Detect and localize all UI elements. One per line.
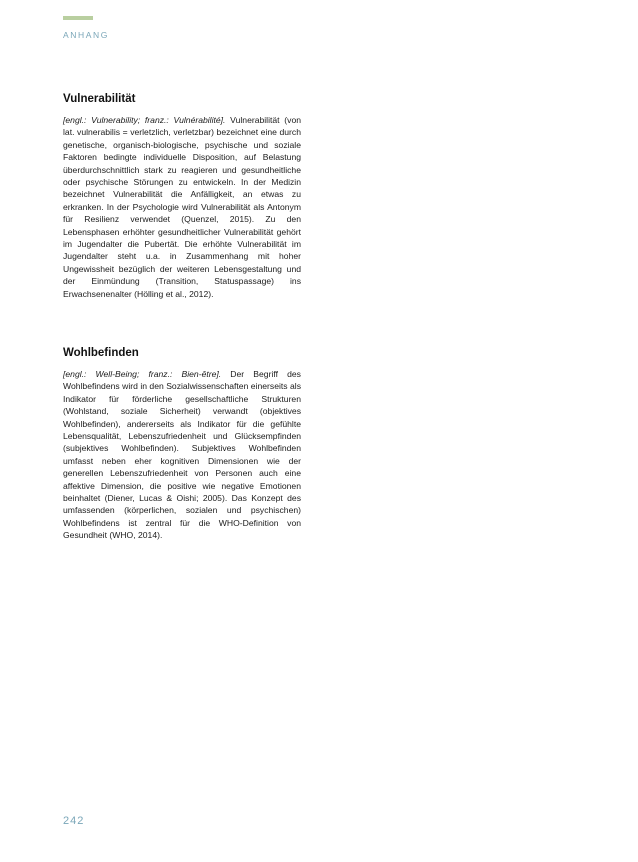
section-label: ANHANG — [63, 30, 109, 40]
glossary-entry-vulnerabilitaet — [63, 93, 301, 300]
glossary-entry-wohlbefinden — [63, 347, 301, 542]
page-number: 242 — [63, 815, 85, 827]
entry-text: Der Begriff des Wohlbefindens wird in den Sozialwissenschaften einerseits als Indikator für förderliche gesellschaftliche Strukturen (Wohlstand, soziale Sicherheit) verwandt (objektives Wohlbefinden), andererseits als Indikator für die gefühlte Lebensqualität, Lebenszufriedenheit und Glücksempfinden (subjektives Wohlbefinden). Subjektives Wohlbefinden umfasst neben eher kognitiven Dimensionen wie der generellen Lebenszufriedenheit von Personen auch eine affektive Dimension, die positive wie negative Emotionen beinhaltet (Diener, Lucas & Oishi; 2005). Das Konzept des umfassenden (körperlichen, sozialen und psychischen) Wohlbefindens ist zentral für die WHO-Definition von Gesundheit (WHO, 2014). — [63, 369, 301, 541]
header-accent-bar — [63, 16, 93, 20]
entry-origin: [engl.: Well-Being; franz.: Bien-être]. — [63, 369, 222, 379]
entry-origin: [engl.: Vulnerability; franz.: Vulnérabilité]. — [63, 115, 226, 125]
entry-definition — [63, 368, 301, 542]
entry-definition — [63, 114, 301, 300]
entry-term: Vulnerabilität — [63, 93, 136, 105]
entry-term: Wohlbefinden — [63, 347, 139, 359]
entry-text: Vulnerabilität (von lat. vulnerabilis = verletzlich, verletzbar) bezeichnet eine durch genetische, organisch-biologische, psychische und soziale Faktoren bedingte individuelle Disposition, auf Belastung überdurchschnittlich stark zu reagieren und gesundheitliche oder psychische Störungen zu entwickeln. In der Medizin bezeichnet Vulnerabilität die Anfälligkeit, an etwas zu erkranken. In der Psychologie wird Vulnerabilität als Antonym für Resilienz verwendet (Quenzel, 2015). Zu den Lebensphasen erhöhter gesundheitlicher Vulnerabilität gehört im Jugendalter die Pubertät. Die erhöhte Vulnerabilität im Jugendalter steht u.a. in Zusammenhang mit hoher Ungewissheit bezüglich der weiteren Lebensgestaltung und der Einmündung (Transition, Statuspassage) ins Erwachsenenalter (Hölling et al., 2012). — [63, 115, 301, 299]
